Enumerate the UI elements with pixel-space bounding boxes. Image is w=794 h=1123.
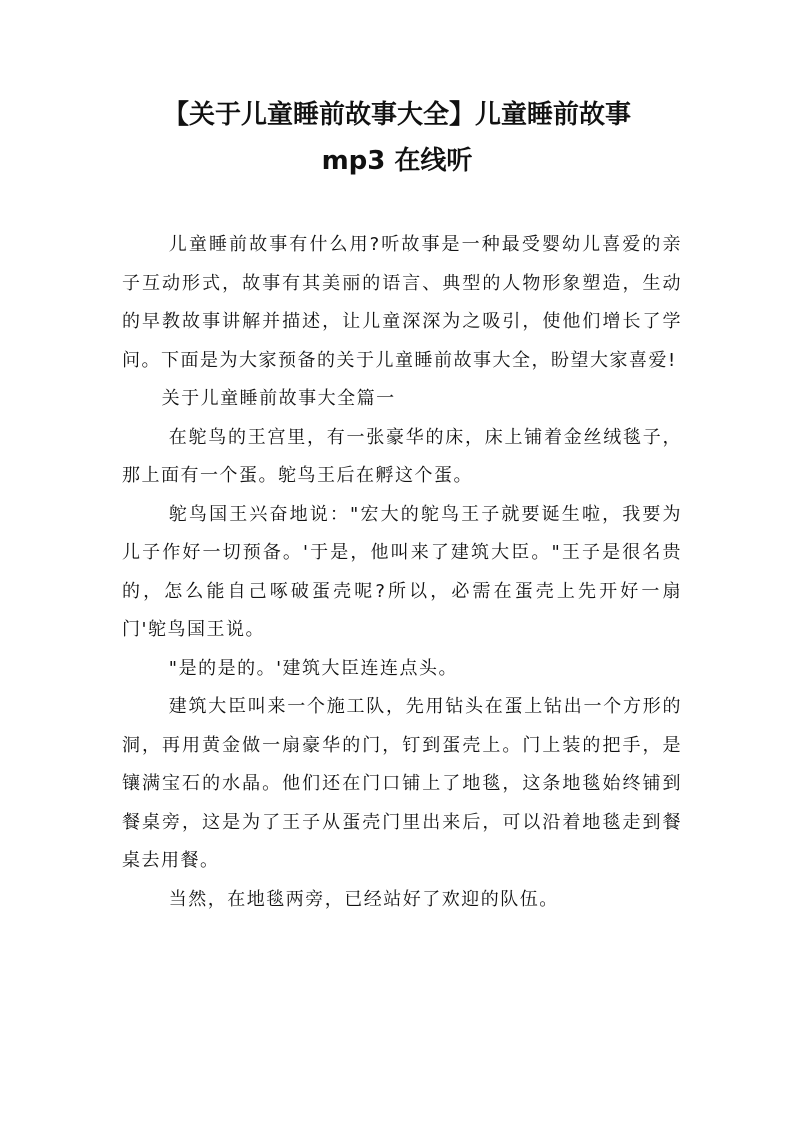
- title-line-1: 【关于儿童睡前故事大全】儿童睡前故事: [162, 100, 631, 130]
- story-paragraph: "是的是的。'建筑大臣连连点头。: [168, 657, 459, 679]
- story-paragraph: 当然，在地毯两旁，已经站好了欢迎的队伍。: [168, 888, 559, 910]
- intro-paragraph: 儿童睡前故事有什么用?听故事是一种最受婴幼儿喜爱的亲子互动形式，故事有其美丽的语言、典型的人物形象塑造，生动的早教故事讲解并描述，让儿童深深为之吸引，使他们增长了学问。下面是为大家预备的关于儿童睡前故事大全，盼望大家喜爱!: [122, 234, 682, 371]
- story-paragraph: 建筑大臣叫来一个施工队，先用钻头在蛋上钻出一个方形的洞，再用黄金做一扇豪华的门，钉到蛋壳上。门上装的把手，是镶满宝石的水晶。他们还在门口铺上了地毯，这条地毯始终铺到餐桌旁，这是为了王子从蛋壳门里出来后，可以沿着地毯走到餐桌去用餐。: [122, 696, 682, 871]
- story-paragraph: 在鸵鸟的王宫里，有一张豪华的床，床上铺着金丝绒毯子，那上面有一个蛋。鸵鸟王后在孵这个蛋。: [122, 426, 682, 486]
- document-body: [122, 226, 682, 919]
- section-heading: 关于儿童睡前故事大全篇一: [161, 388, 396, 409]
- title-line-2: mp3 在线听: [321, 146, 473, 176]
- story-paragraph: 鸵鸟国王兴奋地说："宏大的鸵鸟王子就要诞生啦，我要为儿子作好一切预备。'于是，他叫来了建筑大臣。"王子是很名贵的，怎么能自己啄破蛋壳呢?所以，必需在蛋壳上先开好一扇门'鸵鸟国王说。: [122, 503, 682, 640]
- document-title: [0, 92, 794, 184]
